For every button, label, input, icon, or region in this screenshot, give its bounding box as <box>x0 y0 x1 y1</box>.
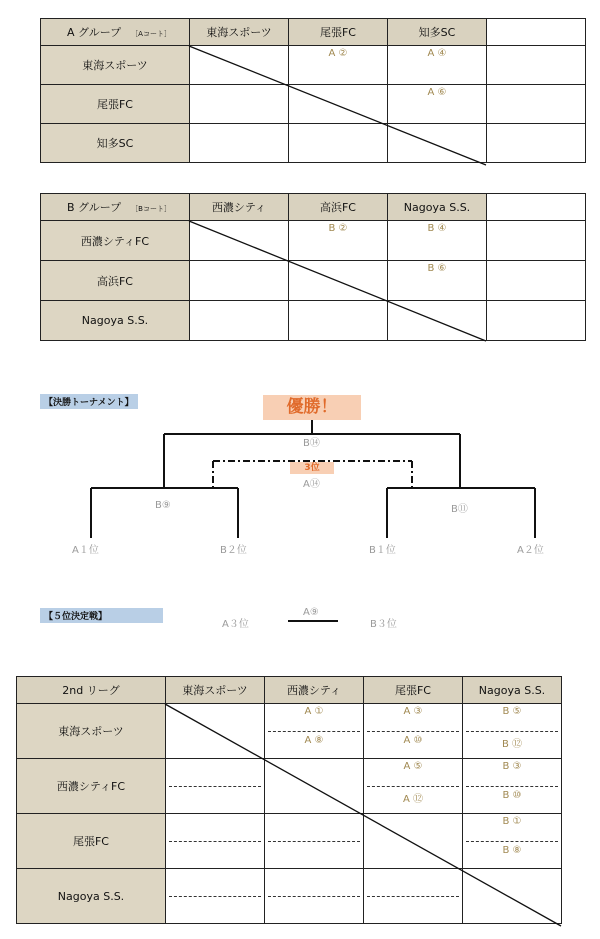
match-ref: A ⑤ <box>403 761 423 772</box>
group-a-court: ［Aコート］ <box>131 30 171 38</box>
league2-team: 尾張FC <box>17 814 166 869</box>
third-place-label: 3位 <box>290 462 334 474</box>
group-b-team: 高浜FC <box>41 261 190 301</box>
league2-col-header: Nagoya S.S. <box>463 677 562 704</box>
league2-title: 2nd リーグ <box>17 677 166 704</box>
semi-right-ref: B⑪ <box>451 504 468 515</box>
seed-label: A２位 <box>517 545 544 556</box>
seed-label: B２位 <box>220 545 247 556</box>
match-ref: B ⑤ <box>502 706 522 717</box>
group-b-col-header: 高浜FC <box>289 194 388 221</box>
match-ref: B ③ <box>502 761 522 772</box>
match-ref: A ① <box>304 706 324 717</box>
match-ref: B ④ <box>427 223 447 234</box>
match-ref: A ③ <box>403 706 423 717</box>
group-a-col-header: 尾張FC <box>289 19 388 46</box>
match-ref: A ⑫ <box>402 794 424 805</box>
league2-col-header: 西濃シティ <box>265 677 364 704</box>
match-ref: B ⑧ <box>502 845 522 856</box>
match-ref: A ② <box>328 48 348 59</box>
match-ref: B ⑥ <box>427 263 447 274</box>
match-ref: A ⑥ <box>427 87 447 98</box>
group-b-col-header: Nagoya S.S. <box>388 194 487 221</box>
league2-team: Nagoya S.S. <box>17 869 166 924</box>
match-ref: A ④ <box>427 48 447 59</box>
match-ref: A ⑧ <box>304 735 324 746</box>
match-ref: B ② <box>328 223 348 234</box>
group-b-court: ［Bコート］ <box>131 205 171 213</box>
match-ref: B ⑫ <box>501 739 523 750</box>
group-a-col-header: 東海スポーツ <box>190 19 289 46</box>
champion-label: 優勝！ <box>263 395 361 420</box>
league2-team: 西濃シティFC <box>17 759 166 814</box>
seed-label: B１位 <box>369 545 396 556</box>
league2-team: 東海スポーツ <box>17 704 166 759</box>
group-b-title: B グループ <box>67 201 122 214</box>
seed-label: A１位 <box>72 545 99 556</box>
match-ref: B ① <box>502 816 522 827</box>
fifth-left: A３位 <box>222 619 249 630</box>
group-a-title: A グループ <box>67 26 122 39</box>
fifth-right: B３位 <box>370 619 397 630</box>
third-match-ref: A⑭ <box>303 479 320 490</box>
match-ref: A ⑩ <box>403 735 423 746</box>
group-b-team: Nagoya S.S. <box>41 301 190 341</box>
group-b-col-header: 西濃シティ <box>190 194 289 221</box>
league2-col-header: 尾張FC <box>364 677 463 704</box>
group-a-team: 東海スポーツ <box>41 46 190 85</box>
match-ref: B ⑩ <box>502 790 522 801</box>
league2-col-header: 東海スポーツ <box>166 677 265 704</box>
group-b-team: 西濃シティFC <box>41 221 190 261</box>
semi-left-ref: B⑨ <box>155 500 171 511</box>
group-a-col-header: 知多SC <box>388 19 487 46</box>
fifth-match-ref: A⑨ <box>303 607 319 618</box>
fifth-place-title: 【５位決定戦】 <box>40 608 163 623</box>
tournament-title: 【決勝トーナメント】 <box>40 394 138 409</box>
group-a-team: 知多SC <box>41 124 190 163</box>
group-a-team: 尾張FC <box>41 85 190 124</box>
final-match-ref: B⑭ <box>303 438 320 449</box>
